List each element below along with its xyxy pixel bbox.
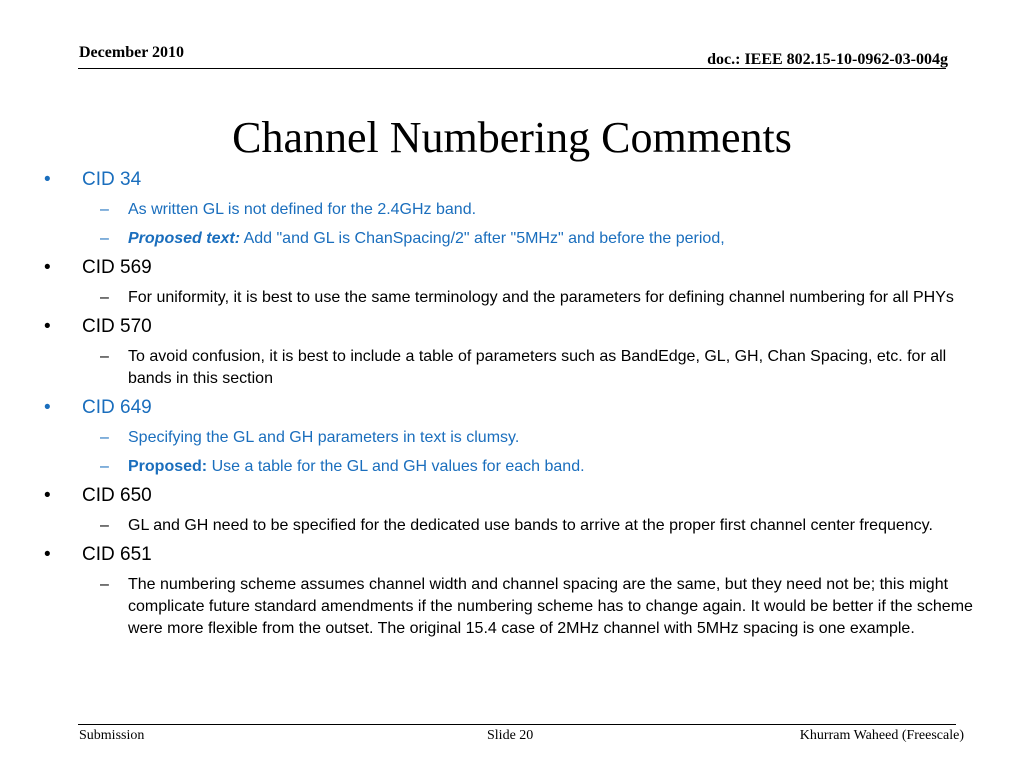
sub-bullet-text: As written GL is not defined for the 2.4GHz band. (128, 201, 477, 218)
sub-bullet-lead: Proposed: (128, 458, 208, 475)
bullet-mark: • (44, 257, 51, 278)
dash-mark: – (100, 289, 109, 306)
sub-bullet-text: To avoid confusion, it is best to include a table of parameters such as BandEdge, GL, GH, Chan Spacing, etc. for all bands in this section (128, 348, 947, 387)
dash-mark: – (100, 458, 109, 475)
dash-mark: – (100, 429, 109, 446)
bullet-cid-649 (44, 396, 994, 420)
sub-bullet (44, 427, 994, 449)
footer-divider (78, 724, 956, 725)
header-doc-id: doc.: IEEE 802.15-10-0962-03-004g (707, 51, 948, 68)
bullet-mark: • (44, 316, 51, 337)
sub-bullet (44, 574, 994, 640)
footer-submission: Submission (79, 728, 145, 743)
sub-bullet (44, 346, 994, 390)
sub-bullet (44, 515, 994, 537)
bullet-text: CID 650 (82, 485, 152, 506)
sub-bullet-text: Add "and GL is ChanSpacing/2" after "5MHz" and before the period, (240, 230, 725, 247)
dash-mark: – (100, 201, 109, 218)
sub-bullet (44, 456, 994, 478)
bullet-mark: • (44, 397, 51, 418)
bullet-text: CID 649 (82, 397, 152, 418)
footer-author: Khurram Waheed (Freescale) (799, 728, 964, 743)
bullet-text: CID 651 (82, 544, 152, 565)
dash-mark: – (100, 348, 109, 365)
bullet-mark: • (44, 544, 51, 565)
header-divider (78, 68, 946, 69)
sub-bullet (44, 228, 994, 250)
bullet-cid-650 (44, 484, 994, 508)
bullet-cid-570 (44, 315, 994, 339)
sub-bullet-lead: Proposed text: (128, 230, 241, 247)
bullet-text: CID 34 (82, 169, 142, 190)
sub-bullet-text: Use a table for the GL and GH values for each band. (207, 458, 585, 475)
dash-mark: – (100, 517, 109, 534)
header-date: December 2010 (79, 44, 184, 61)
footer-slide-number: Slide 20 (487, 728, 534, 743)
sub-bullet-text: For uniformity, it is best to use the same terminology and the parameters for defining channel numbering for all PHYs (128, 289, 954, 306)
bullet-cid-569 (44, 256, 994, 280)
sub-bullet-text: Specifying the GL and GH parameters in text is clumsy. (128, 429, 520, 446)
dash-mark: – (100, 576, 109, 593)
sub-bullet-text: GL and GH need to be specified for the dedicated use bands to arrive at the proper first channel center frequency. (128, 517, 933, 534)
bullet-mark: • (44, 169, 51, 190)
sub-bullet (44, 199, 994, 221)
sub-bullet-text: The numbering scheme assumes channel width and channel spacing are the same, but they need not be; this might complicate future standard amendments if the numbering scheme has to change again. It would be better if the scheme were more flexible from the outset. The original 15.4 case of 2MHz channel with 5MHz spacing is one example. (128, 576, 973, 637)
bullet-text: CID 569 (82, 257, 152, 278)
bullet-cid-34 (44, 168, 994, 192)
sub-bullet (44, 287, 994, 309)
slide-body (44, 162, 994, 640)
bullet-cid-651 (44, 543, 994, 567)
bullet-text: CID 570 (82, 316, 152, 337)
slide-title: Channel Numbering Comments (232, 113, 792, 162)
dash-mark: – (100, 230, 109, 247)
bullet-mark: • (44, 485, 51, 506)
